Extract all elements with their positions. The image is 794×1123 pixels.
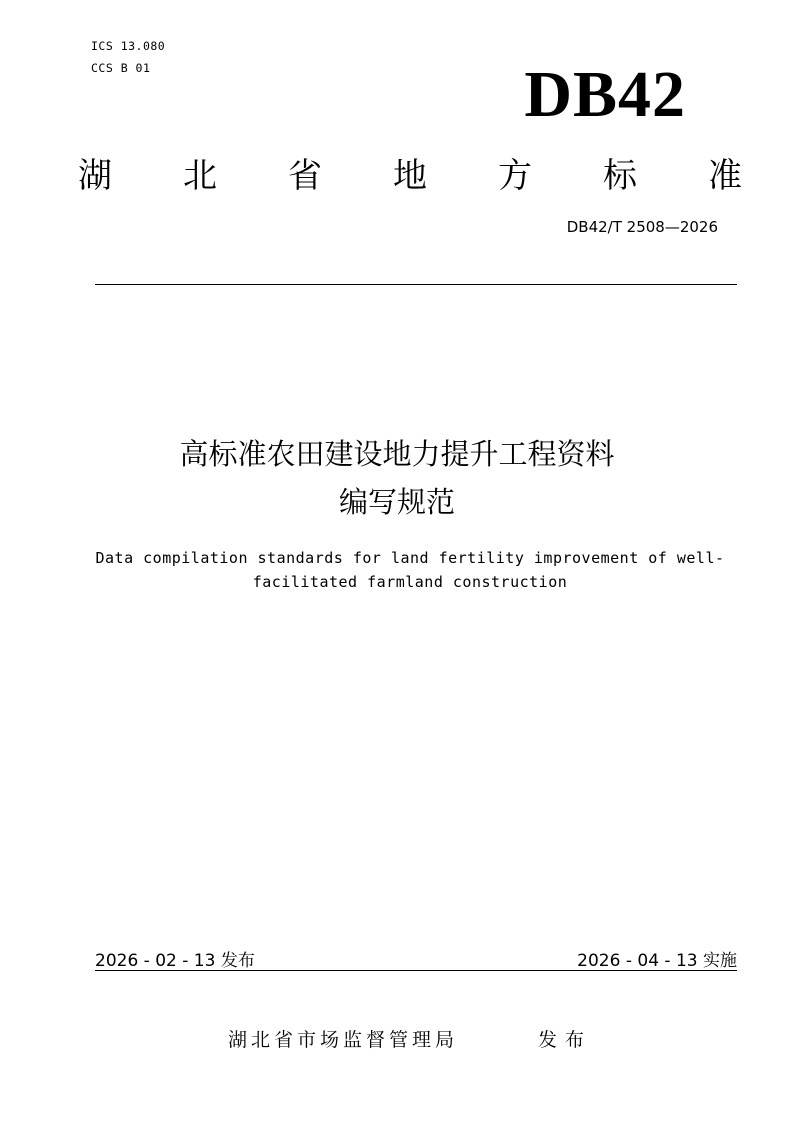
standard-type-char: 方 bbox=[498, 156, 532, 196]
standard-type-char: 地 bbox=[393, 156, 427, 196]
standard-type-char: 北 bbox=[183, 156, 217, 196]
publisher-name: 湖北省市场监督管理局 bbox=[228, 1029, 459, 1051]
ccs-code: CCS B 01 bbox=[91, 61, 151, 75]
publish-label: 发布 bbox=[538, 1029, 593, 1051]
standard-type-char: 湖 bbox=[78, 156, 112, 196]
issue-date: 2026 - 02 - 13 发布 bbox=[95, 951, 255, 971]
standard-type-char: 省 bbox=[288, 156, 322, 196]
standard-type-title bbox=[70, 148, 750, 197]
standard-number: DB42/T 2508—2026 bbox=[566, 218, 718, 236]
standard-type-char: 标 bbox=[603, 156, 637, 196]
top-divider bbox=[95, 284, 737, 285]
db42-logo: DB42 bbox=[524, 58, 686, 131]
bottom-divider bbox=[95, 970, 737, 971]
english-title-line-2: facilitated farmland construction bbox=[252, 573, 568, 591]
implementation-date: 2026 - 04 - 13 实施 bbox=[577, 951, 737, 971]
chinese-title-line-1: 高标准农田建设地力提升工程资料 bbox=[179, 437, 615, 471]
standard-type-char: 准 bbox=[708, 156, 742, 196]
chinese-title-line-2: 编写规范 bbox=[338, 485, 455, 519]
english-title-line-1: Data compilation standards for land fertility improvement of well- bbox=[95, 549, 725, 567]
ics-code: ICS 13.080 bbox=[91, 39, 166, 53]
